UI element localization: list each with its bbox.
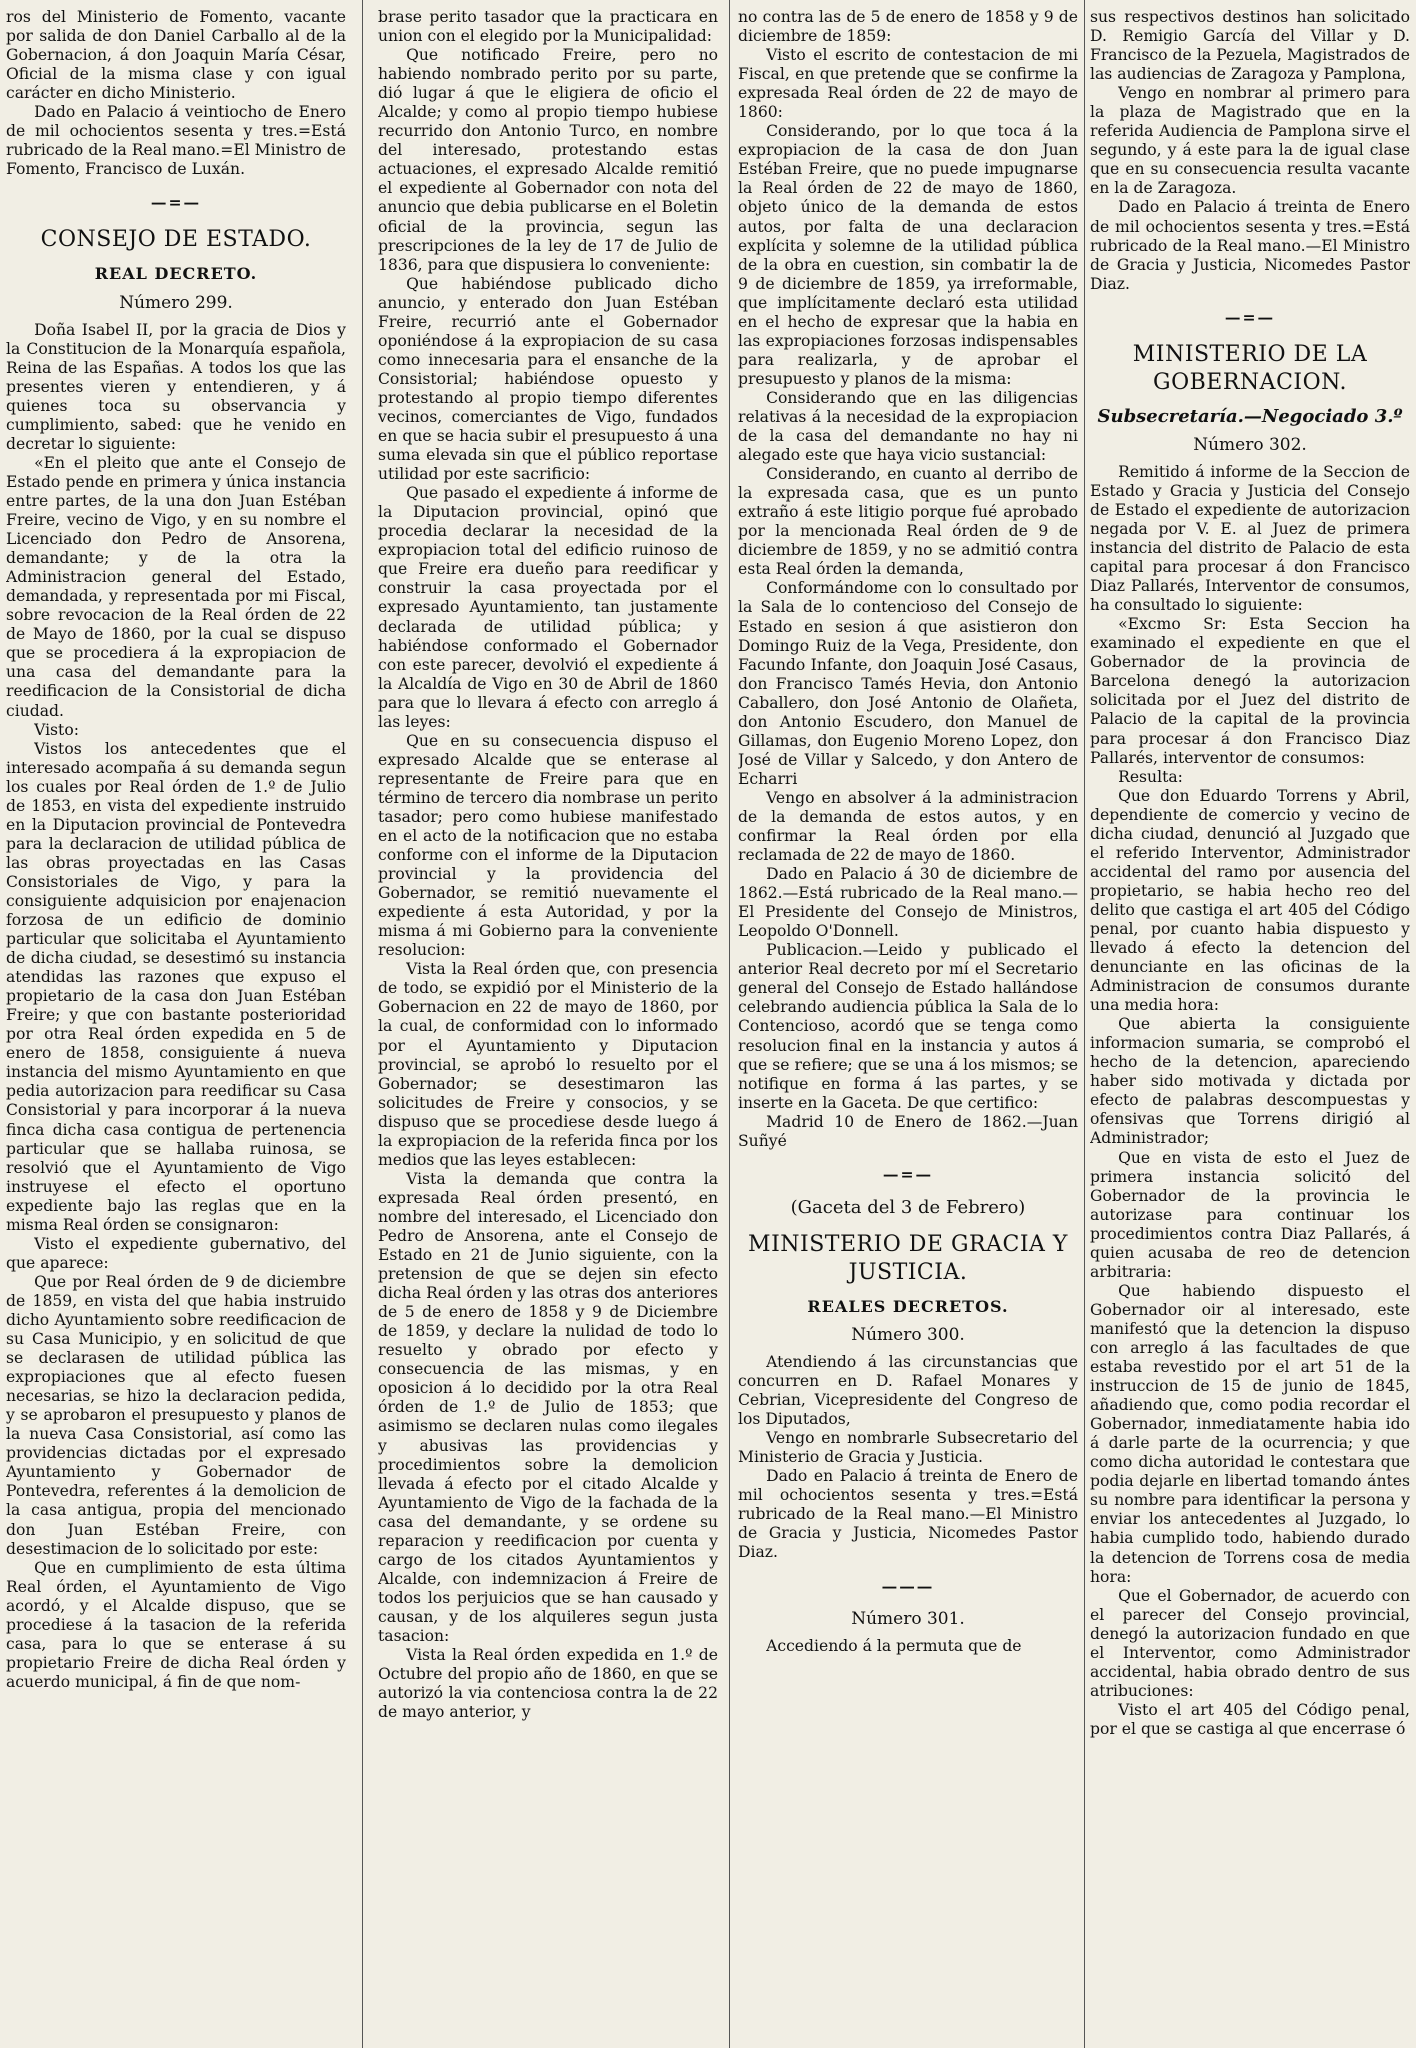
paragraph: brase perito tasador que la practicara en union con el elegido por la Municipalidad: xyxy=(378,8,718,46)
paragraph: Visto el escrito de contestacion de mi Fiscal, en que pretende que se confirme la expresada Real órden de 22 de mayo de 1860: xyxy=(738,46,1078,122)
paragraph: Que en vista de esto el Juez de primera instancia solicitó del Gobernador de la provincia le autorizase para continuar los procedimientos contra Diaz Pallarés, á quien acusaba de reo de detencion arbitraria: xyxy=(1090,1148,1410,1281)
paragraph: Dado en Palacio á treinta de Enero de mil ochocientos sesenta y tres.=Está rubricado de la Real mano.—El Ministro de Gracia y Justicia, Nicomedes Pastor Diaz. xyxy=(738,1467,1078,1562)
paragraph: «Excmo Sr: Esta Seccion ha examinado el expediente en que el Gobernador de la provincia de Barcelona denegó la autorizacion solicitada por el Juez del distrito de Palacio de la capital de la provincia para procesar á don Francisco Diaz Pallarés, interventor de consumos: xyxy=(1090,615,1410,767)
paragraph: Doña Isabel II, por la gracia de Dios y la Constitucion de la Monarquía española, Reina de las Españas. A todos los que las presentes vieren y entendieren, y á quienes toca su observancia y cumplimiento, sabed: que he venido en decretar lo siguiente: xyxy=(6,320,346,453)
column-rule xyxy=(362,0,363,2048)
paragraph: Que por Real órden de 9 de diciembre de 1859, en vista del que habia instruido dicho Ayuntamiento sobre reedificacion de su Casa Municipio, y en solicitud de que se declarasen de utilidad pública las expropiaciones que al efecto fuesen necesarias, se hizo la declaracion pedida, y se aprobaron el presupuesto y planos de la nueva Casa Consistorial, así como las providencias dictadas por el expresado Ayuntamiento y Gobernador de Pontevedra, referentes á la demolicion de la casa antigua, propia del mencionado don Juan Estéban Freire, con desestimacion de lo solicitado por este: xyxy=(6,1272,346,1558)
paragraph: Considerando, por lo que toca á la expropiacion de la casa de don Juan Estéban Freire, que no puede impugnarse la Real órden de 22 de mayo de 1860, objeto único de la demanda de estos autos, por falta de una declaracion explícita y solemne de la utilidad pública de la obra en cuestion, sin combatir la de 9 de diciembre de 1859, ya irreformable, que implícitamente declaró esta utilidad en el hecho de expresar que la habia en las expropiaciones forzosas indispensables para realizarla, y de aprobar el presupuesto y planos de la misma: xyxy=(738,122,1078,388)
column-3 xyxy=(738,8,1078,2040)
paragraph: Vengo en nombrar al primero para la plaza de Magistrado que en la referida Audiencia de Pamplona sirve el segundo, y á este para la de igual clase que en su consecuencia resulta vacante en la de Zaragoza. xyxy=(1090,84,1410,198)
section-separator: —=— xyxy=(882,1164,934,1184)
paragraph: Que pasado el expediente á informe de la Diputacion provincial, opinó que procedia declarar la necesidad de la expropiacion total del edificio ruinoso de que Freire era dueño para reedificar y construir la casa proyectada por el expresado Ayuntamiento, tan justamente declarada de utilidad pública; y habiéndose conformado el Gobernador con este parecer, devolvió el expediente á la Alcaldía de Vigo en 30 de Abril de 1860 para que lo llevara á efecto con arreglo á las leyes: xyxy=(378,484,718,731)
paragraph: Madrid 10 de Enero de 1862.—Juan Suñyé xyxy=(738,1112,1078,1150)
paragraph: Vengo en nombrarle Subsecretario del Ministerio de Gracia y Justicia. xyxy=(738,1429,1078,1467)
column-rule xyxy=(1084,0,1085,2048)
paragraph: Que el Gobernador, de acuerdo con el parecer del Consejo provincial, denegó la autorizacion fundado en que el Interventor, como Administrador accidental, habia obrado dentro de sus atribuciones: xyxy=(1090,1586,1410,1700)
column-4 xyxy=(1090,8,1410,2040)
section-separator: ——— xyxy=(881,1576,935,1596)
column-2 xyxy=(378,8,718,2040)
paragraph: Dado en Palacio á 30 de diciembre de 1862.—Está rubricado de la Real mano.—El Presidente del Consejo de Ministros, Leopoldo O'Donnell. xyxy=(738,865,1078,941)
section-heading: MINISTERIO DE GRACIA Y JUSTICIA. xyxy=(748,1231,1068,1285)
section-subheading: REALES DECRETOS. xyxy=(807,1296,1009,1316)
paragraph: Vista la Real órden que, con presencia de todo, se expidió por el Ministerio de la Gobernacion en 22 de mayo de 1860, por la cual, de conformidad con lo informado por el Ayuntamiento y Diputacion provincial, se aprobó lo resuelto por el Gobernador; se desestimaron las solicitudes de Freire y consocios, y se dispuso que se procediese desde luego á la expropiacion de la referida finca por los medios que las leyes establecen: xyxy=(378,960,718,1169)
paragraph: Considerando que en las diligencias relativas á la necesidad de la expropiacion de la casa del demandante no hay ni alegado este que haya vicio sustancial: xyxy=(738,388,1078,465)
paragraph: Que abierta la consiguiente informacion sumaria, se comprobó el hecho de la detencion, apareciendo haber sido motivada y dictada por efecto de palabras descompuestas y ofensivas que Torrens dirigió al Administrador; xyxy=(1090,1015,1410,1148)
paragraph: Que habiendo dispuesto el Gobernador oir al interesado, este manifestó que la detencion la dispuso con arreglo á las facultades de que estaba revestido por el art 51 de la instruccion de 15 de junio de 1845, añadiendo que, como podia recordar el Gobernador, inmediatamente habia ido á darle parte de la ocurrencia; y que como dicha autoridad le contestara que podia dejarle en libertad tomando ántes su nombre para identificar la persona y enviar los antecedentes al Juzgado, lo habia cumplido todo, habiendo durado la detencion de Torrens cosa de media hora: xyxy=(1090,1281,1410,1586)
section-separator: —=— xyxy=(1224,307,1276,327)
decree-number: Número 299. xyxy=(119,292,233,313)
paragraph: Visto el art 405 del Código penal, por el que se castiga al que encerrase ó xyxy=(1090,1700,1410,1738)
paragraph: Dado en Palacio á treinta de Enero de mil ochocientos sesenta y tres.=Está rubricado de la Real mano.—El Ministro de Gracia y Justicia, Nicomedes Pastor Diaz. xyxy=(1090,198,1410,293)
paragraph: Visto el expediente gubernativo, del que aparece: xyxy=(6,1234,346,1272)
section-heading: CONSEJO DE ESTADO. xyxy=(40,227,312,253)
gazette-date: (Gaceta del 3 de Febrero) xyxy=(790,1196,1026,1218)
column-1 xyxy=(6,8,346,2040)
paragraph: sus respectivos destinos han solicitado D. Remigio García del Villar y D. Francisco de la Pezuela, Magistrados de las audiencias de Zaragoza y Pamplona, xyxy=(1090,8,1410,84)
paragraph: Que habiéndose publicado dicho anuncio, y enterado don Juan Estéban Freire, recurrió ante el Gobernador oponiéndose á la expropiacion de su casa como innecesaria para el ensanche de la Consistorial; habiéndose opuesto y protestando al propio tiempo diferentes vecinos, comerciantes de Vigo, fundados en que se hacia subir el presupuesto á una suma elevada sin que el público reportase utilidad por este sacrificio: xyxy=(378,274,718,484)
paragraph: «En el pleito que ante el Consejo de Estado pende en primera y única instancia entre partes, de la una don Juan Estéban Freire, vecino de Vigo, y en su nombre el Licenciado don Pedro de Ansorena, demandante; y de la otra la Administracion general del Estado, demandada, y representada por mi Fiscal, sobre revocacion de la Real órden de 22 de Mayo de 1860, por la cual se dispuso que se procediera á la expropiacion de una casa del demandante para la reedificacion de la Consistorial de dicha ciudad. xyxy=(6,453,346,720)
paragraph: Remitido á informe de la Seccion de Estado y Gracia y Justicia del Consejo de Estado el expediente de autorizacion negada por V. E. al Juez de primera instancia del distrito de Palacio de esta capital para procesar á don Francisco Diaz Pallarés, Interventor de consumos, ha consultado lo siguiente: xyxy=(1090,462,1410,615)
section-heading: MINISTERIO DE LA GOBERNACION. xyxy=(1132,341,1368,395)
paragraph: Vista la demanda que contra la expresada Real órden presentó, en nombre del interesado, el Licenciado don Pedro de Ansorena, ante el Consejo de Estado en 21 de Junio siguiente, con la pretension de que se dejen sin efecto dicha Real órden y las otras dos anteriores de 5 de enero de 1858 y 9 de Diciembre de 1859, y declare la nulidad de todo lo resuelto y obrado por efecto y consecuencia de las mismas, y en oposicion á lo decidido por la otra Real órden de 1.º de Julio de 1853; que asimismo se declaren nulas como ilegales y abusivas las providencias y procedimientos sobre la demolicion llevada á efecto por el citado Alcalde y Ayuntamiento de Vigo de la fachada de la casa del demandante, y se ordene su reparacion y reedificacion por cuenta y cargo de los citados Ayuntamientos y Alcalde, con indemnizacion á Freire de todos los perjuicios que se han causado y causan, y de los alquileres segun justa tasacion: xyxy=(378,1169,718,1645)
decree-number: Número 301. xyxy=(851,1608,965,1629)
decree-number: Número 302. xyxy=(1193,434,1307,455)
decree-number: Número 300. xyxy=(851,1324,965,1345)
paragraph: Vistos los antecedentes que el interesado acompaña á su demanda segun los cuales por Real órden de 1.º de Julio de 1853, en vista del expediente instruido en la Diputacion provincial de Pontevedra para la declaracion de utilidad pública de las obras proyectadas en las Casas Consistoriales de Vigo, y para la consiguiente adquisicion por enajenacion forzosa de un edificio de dominio particular que solicitaba el Ayuntamiento de dicha ciudad, se desestimó su instancia atendidas las razones que expuso el propietario de la casa don Juan Estéban Freire; y que con bastante posterioridad por otra Real órden expedida en 5 de enero de 1858, consiguiente á nueva instancia del mismo Ayuntamiento en que pedia autorizacion para reedificar su Casa Consistorial y para incorporar á la nueva finca dicha casa contigua de pertenencia particular que se hallaba ruinosa, se resolvió que el Ayuntamiento de Vigo instruyese el efecto el oportuno expediente bajo las reglas que en la misma Real órden se consignaron: xyxy=(6,739,346,1234)
paragraph: Atendiendo á las circunstancias que concurren en D. Rafael Monares y Cebrian, Vicepresidente del Congreso de los Diputados, xyxy=(738,1353,1078,1429)
paragraph: Vista la Real órden expedida en 1.º de Octubre del propio año de 1860, en que se autorizó la via contenciosa contra la de 22 de mayo anterior, y xyxy=(378,1646,718,1722)
section-separator: —=— xyxy=(150,193,202,213)
paragraph: Dado en Palacio á veintiocho de Enero de mil ochocientos sesenta y tres.=Está rubricado de la Real mano.=El Ministro de Fomento, Francisco de Luxán. xyxy=(6,103,346,179)
paragraph: Considerando, en cuanto al derribo de la expresada casa, que es un punto extraño á este litigio porque fué aprobado por la mencionada Real órden de 9 de diciembre de 1859, y no se admitió contra esta Real órden la demanda, xyxy=(738,465,1078,579)
paragraph: Visto: xyxy=(34,720,79,739)
paragraph: Que en su consecuencia dispuso el expresado Alcalde que se enterase al representante de Freire para que en término de tercero dia nombrase un perito tasador; pero como hubiese manifestado en el acto de la notificacion que no estaba conforme con el informe de la Diputacion provincial y la providencia del Gobernador, se remitió nuevamente el expediente á esta Autoridad, y por la misma á mi Gobierno para la conveniente resolucion: xyxy=(378,731,718,960)
paragraph: no contra las de 5 de enero de 1858 y 9 de diciembre de 1859: xyxy=(738,8,1078,46)
paragraph: Accediendo á la permuta que de xyxy=(766,1636,1022,1655)
paragraph: Publicacion.—Leido y publicado el anterior Real decreto por mí el Secretario general del Consejo de Estado hallándose celebrando audiencia pública la Sala de lo Contencioso, acordó que se tenga como resolucion final en la instancia y autos á que se refiere; que se una á los mismos; se notifique en forma á las partes, y se inserte en la Gaceta. De que certifico: xyxy=(738,941,1078,1112)
paragraph: Vengo en absolver á la administracion de la demanda de estos autos, y en confirmar la Real órden por ella reclamada de 22 de mayo de 1860. xyxy=(738,788,1078,865)
paragraph: Resulta: xyxy=(1118,767,1183,786)
paragraph: ros del Ministerio de Fomento, vacante por salida de don Daniel Carballo al de la Gobernacion, á don Joaquin María César, Oficial de la misma clase y con igual carácter en dicho Ministerio. xyxy=(6,8,346,103)
column-rule xyxy=(729,0,730,2048)
paragraph: Que en cumplimiento de esta última Real órden, el Ayuntamiento de Vigo acordó, y el Alcalde dispuso, que se procediese á la tasacion de la referida casa, para lo que se enterase á su propietario Freire de dicha Real órden y acuerdo municipal, á fin de que nom- xyxy=(6,1558,346,1691)
paragraph: Que notificado Freire, pero no habiendo nombrado perito por su parte, dió lugar á que le eligiera de oficio el Alcalde; y como al propio tiempo hubiese recurrido don Antonio Turco, en nombre del interesado, protestando estas actuaciones, el expresado Alcalde remitió el expediente al Gobernador con nota del anuncio que debia publicarse en el Boletin oficial de la provincia, segun las prescripciones de la ley de 17 de Julio de 1836, para que dispusiera lo conveniente: xyxy=(378,46,718,274)
paragraph: Conformándome con lo consultado por la Sala de lo contencioso del Consejo de Estado en sesion á que asistieron don Domingo Ruiz de la Vega, Presidente, don Facundo Infante, don Joaquin José Casaus, don Francisco Tamés Hevia, don Antonio Caballero, don José Antonio de Olañeta, don Antonio Escudero, don Manuel de Gillamas, don Eugenio Moreno Lopez, don José de Villar y Salcedo, y don Antero de Echarri xyxy=(738,579,1078,788)
section-subheading: REAL DECRETO. xyxy=(94,264,258,284)
section-subheading: Subsecretaría.—Negociado 3.º xyxy=(1097,405,1403,427)
paragraph: Que don Eduardo Torrens y Abril, dependiente de comercio y vecino de dicha ciudad, denunció al Juzgado que el referido Interventor, Administrador accidental del ramo por ausencia del propietario, se habia hecho reo del delito que castiga el art 405 del Código penal, por cuanto habia dispuesto y llevado á efecto la detencion del denunciante en las oficinas de la Administracion de consumos durante una media hora: xyxy=(1090,786,1410,1015)
